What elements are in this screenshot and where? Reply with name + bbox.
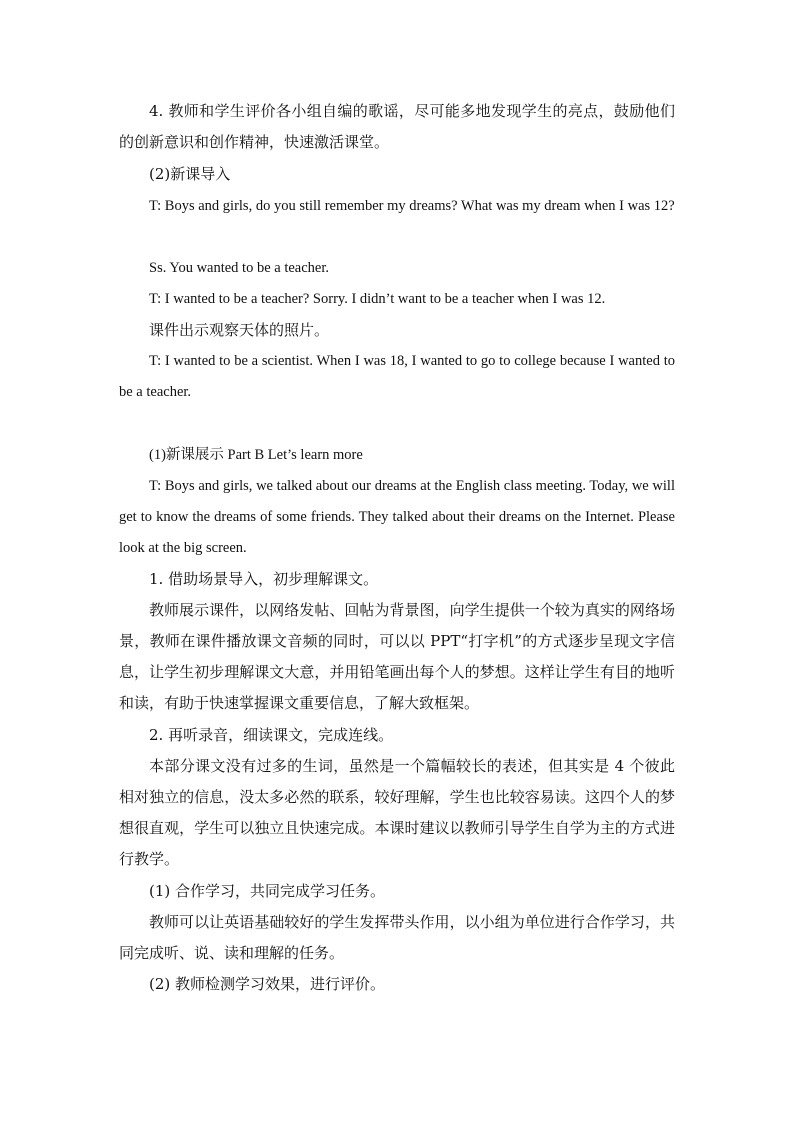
- paragraph-new-lesson-show: (1)新课展示 Part B Let’s learn more: [149, 447, 363, 463]
- paragraph-substep-1: (1) 合作学习，共同完成学习任务。: [149, 882, 386, 900]
- paragraph-step-2-detail: 本部分课文没有过多的生词，虽然是一个篇幅较长的表述，但其实是 4 个彼此相对独立的信息，没太多必然的联系，较好理解，学生也比较容易读。这四个人的梦想很直观，学生可以独立且快速完成。本课时建议以教师引导学生自学为主的方式进行教学。: [119, 757, 675, 868]
- paragraph-new-lesson-intro: (2)新课导入: [149, 165, 231, 183]
- paragraph-dialogue-1: T: Boys and girls, do you still remember my dreams? What was my dream when I was 12?: [149, 198, 675, 214]
- paragraph-step-1-detail: 教师展示课件，以网络发帖、回帖为背景图，向学生提供一个较为真实的网络场景，教师在课件播放课文音频的同时，可以以 PPT“打字机”的方式逐步呈现文字信息，让学生初步理解课文大意，并用铅笔画出每个人的梦想。这样让学生有目的地听和读，有助于快速掌握课文重要信息，了解大致框架。: [119, 601, 675, 712]
- paragraph-dialogue-2: Ss. You wanted to be a teacher.: [149, 260, 330, 276]
- paragraph-dialogue-5: T: Boys and girls, we talked about our dreams at the English class meeting. Today, we will get to know the dreams of some friends. They talked about their dreams on the Internet. Please look at the big screen.: [119, 478, 675, 556]
- paragraph-dialogue-4: T: I wanted to be a scientist. When I was 18, I wanted to go to college because I wanted to be a teacher.: [119, 353, 675, 400]
- paragraph-step-2: 2. 再听录音，细读课文，完成连线。: [149, 726, 394, 744]
- paragraph-substep-2: (2) 教师检测学习效果，进行评价。: [149, 975, 386, 993]
- paragraph-substep-1-detail: 教师可以让英语基础较好的学生发挥带头作用，以小组为单位进行合作学习，共同完成听、说、读和理解的任务。: [119, 913, 675, 962]
- paragraph-dialogue-3: T: I wanted to be a teacher? Sorry. I didn’t want to be a teacher when I was 12.: [149, 291, 606, 307]
- paragraph-courseware-photo: 课件出示观察天体的照片。: [149, 321, 330, 339]
- paragraph-evaluation: 4. 教师和学生评价各小组自编的歌谣，尽可能多地发现学生的亮点，鼓励他们的创新意识和创作精神，快速激活课堂。: [119, 102, 675, 151]
- paragraph-step-1: 1. 借助场景导入，初步理解课文。: [149, 570, 379, 588]
